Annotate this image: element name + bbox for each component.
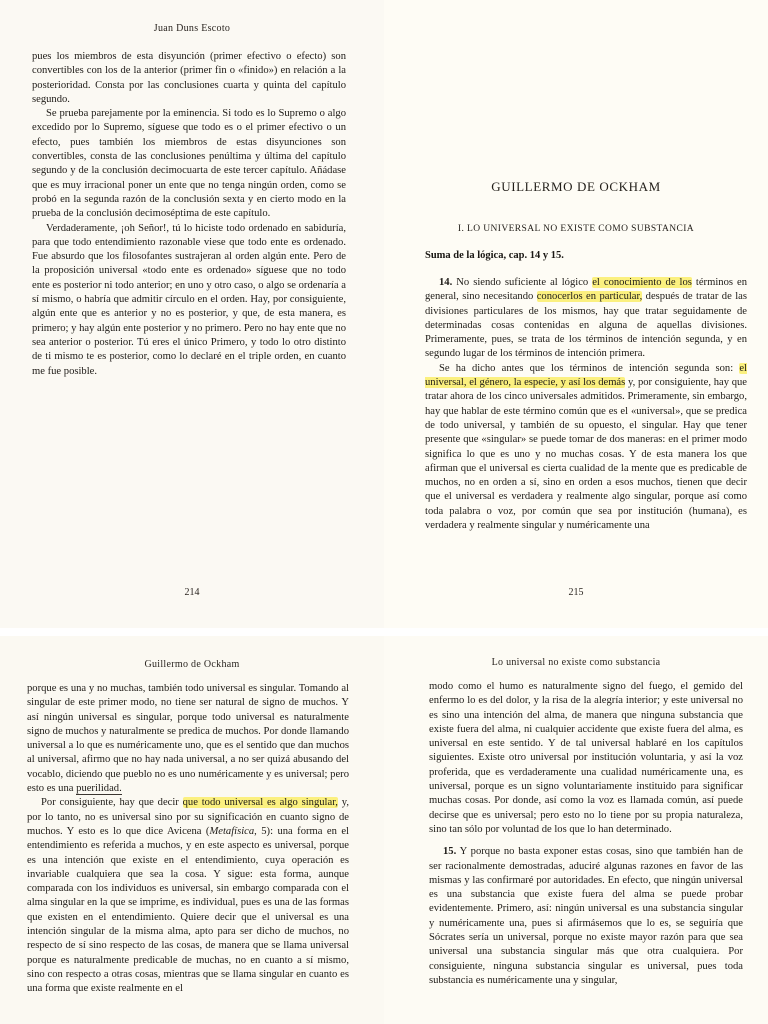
text-run: Y porque no basta exponer estas cosas, sino que también han de ser racionalmente demostradas, aduciré algunas razones en favor de las mismas y las confirmaré por autoridades. En efecto, que ningún universal es una substancia que existe fuera del alma se puede probar evidentemente. Primero, así: ningún universal es una substancia singular y numéricamente una, pues si afirmásemos que lo es, se seguiría que Sócrates sería un universal, porque no existe mayor razón para que sea universal una substancia singular más que otra cualquiera. Por consiguiente, ninguna substancia singular es universal, pues toda substancia es numéricamente una y singular, [429,846,743,986]
paragraph [425,276,747,362]
text-run: , 5): una forma en el entendimiento es referida a muchos, y en este aspecto es universal, porque es una intención que existe en el entendimiento, cuya operación es invariable cualquiera que sea la cosa. Y sigue: esta forma, aunque comparada con los individuos es universal, sin embargo comparada con el alma singular en la que se imprime, es individual, pues es una de las formas que existen en el entendimiento. Quiere decir que el universal es una intención singular de la misma alma, apto para ser dicho de muchos, no respecto de sí sino respecto de las cosas, de manera que se llama universal porque es naturalmente predicable de muchas, no en cuanto a sí mismo, sino con respecto a otras cosas, mientras que se llama singular en cuanto es una forma que existe realmente en el [27,825,349,995]
page-gap [0,628,768,636]
page-214 [0,0,384,628]
text-run: y, por lo tanto, no es universal sino por su significación en cuanto signo de muchos. Y esto es lo que dice Avicena ( [27,797,349,837]
chapter-title: GUILLERMO DE OCKHAM [491,179,661,194]
paragraph: pues los miembros de esta disyunción (primer efectivo o efecto) son convertibles con los de la anterior (primer fin o «finido») en relación a la posterioridad. Consta por las conclusiones cuarta y quinta del capítulo segundo. [32,51,346,105]
page-body [32,50,346,379]
page-body [425,276,747,533]
page-215 [384,0,768,628]
paragraph: modo como el humo es naturalmente signo del fuego, el gemido del enfermo lo es del dolor, y la risa de la alegría interior; y este universal no es sino una intención del alma, de manera que ninguna substancia que existe fuera del alma, ni cualquier accidente que existe fuera del alma, es universal en este sentido. Y de tal universal hablaré en los capítulos siguientes. Existe otro universal por institución voluntaria, y así la voz proferida, que es verdaderamente una cualidad numéricamente una, es universal, porque es un signo voluntariamente instituido para significar muchas cosas. Por donde, así como la voz es llamada común, así puede decirse que es universal; pero esto no lo tiene por su propia naturaleza, sino tan sólo por voluntad de los que lo han determinado. [429,681,743,835]
running-head: Juan Duns Escoto [153,23,231,34]
highlighted-text: que todo universal es algo singular, [182,797,338,809]
text-run: después de tratar de las divisiones particulares de los mismos, hay que tratar seguidamente de determinadas cosas contenidas en alguna de aquellas divisiones. Primeramente, pues, se trata de los términos de intención segunda, y en segundo lugar de los términos de intención primera. [425,291,747,360]
italic-title: Metafísica [209,825,255,837]
running-head: Lo universal no existe como substancia [491,657,661,668]
running-head: Guillermo de Ockham [144,659,240,670]
text-run: Se ha dicho antes que los términos de intención segunda son: [439,362,740,374]
underlined-text: puerilidad. [76,783,122,795]
highlighted-text: el universal, el género, la especie, y así los demás [425,362,747,389]
paragraph: Verdaderamente, ¡oh Señor!, tú lo hiciste todo ordenado en sabiduría, para que todo entendimiento razonable viese que todo ente es ordenado. Fue absurdo que los filosofantes sustrajeran al orden algún ente. Pero de la proposición universal «todo ente es ordenado» síguese que no todo ente es posterior ni todo anterior; en uno y otro caso, o algo se ordenaría a sí mismo, o habría que admitir círculo en el orden. Hay, por consiguiente, algún ente que es anterior y no es posterior, y que, de esta manera, es primero; y hay algún ente posterior y no primero. Pero no hay ente que no sea anterior o posterior. Tú eres el único Primero, y todo lo otro distinto de ti mismo te es posterior, como lo declaré en el triple orden, en cuanto me fue posible. [32,222,346,377]
text-run: porque es una y no muchas, también todo universal es singular. Tomando al singular de este primer modo, no tiene ser natural de signo de muchos. Y así ningún universal es singular, porque todo universal es naturalmente signo de muchos y naturalmente se predica de muchos. Por donde llamando universal a lo que es numéricamente uno, que es el sentido que dan muchos al universal, afirmo que no hay nada universal, a no ser quizá abusando del vocablo, diciendo que pueblo no es uno numéricamente y es universal; pero esto es una [27,683,349,795]
highlighted-text: conocerlos en particular, [536,291,643,303]
text-run: términos en general, sino necesitando [425,277,747,303]
page-217 [384,636,768,1024]
page-216 [0,636,384,1024]
page-body [429,680,743,988]
page-number: 215 [568,587,584,598]
paragraph [27,682,349,796]
paragraph: Se prueba parejamente por la eminencia. Si todo es lo Supremo o algo excedido por lo Supremo, síguese que todo es o el primer efectivo o un efecto, pues también los miembros de estas disyunciones son convertibles, consta de las conclusiones penúltima y última del capítulo segundo y de la conclusión decimocuarta de este tercer capítulo. Añádase que es muy irracional poner un ente que no tenga ningún orden, como se probó en la segunda razón de la conclusión sexta y en cierto modo en la prueba de la conclusión decimoséptima de este capítulo. [32,108,346,220]
paragraph-number: 15. [443,846,457,858]
paragraph [27,796,349,996]
text-run: No siendo suficiente al lógico [456,277,593,288]
page-number: 214 [184,587,200,598]
paragraph [425,362,747,534]
text-run: Por consiguiente, hay que decir [41,797,183,809]
page-body [27,682,349,997]
paragraph-number: 14. [439,277,453,288]
paragraph [429,845,743,988]
source-reference: Suma de la lógica, cap. 14 y 15. [425,250,564,261]
highlighted-text: el conocimiento de los [592,277,692,288]
text-run: y, por consiguiente, hay que tratar ahora de los cinco universales admitidos. Primeramente, sin embargo, hay que hablar de este término común que es el «universal», que se predica de todo universal, y también de su opuesto, el singular. Hay que tener presente que «singular» se puede tomar de dos maneras: en el primer modo significa lo que es uno y no muchas cosas. Y de esta manera los que afirman que el universal es cierta cualidad de la mente que es predicable de muchos, no en orden a sí, sino en orden a esos muchos, tienen que decir que el universal es verdadera y realmente algo singular, porque así como toda palabra o voz, por común que sea por institución (humana), es verdadera y realmente singular y numéricamente una [425,377,747,532]
section-title: I. LO UNIVERSAL NO EXISTE COMO SUBSTANCIA [457,224,695,234]
